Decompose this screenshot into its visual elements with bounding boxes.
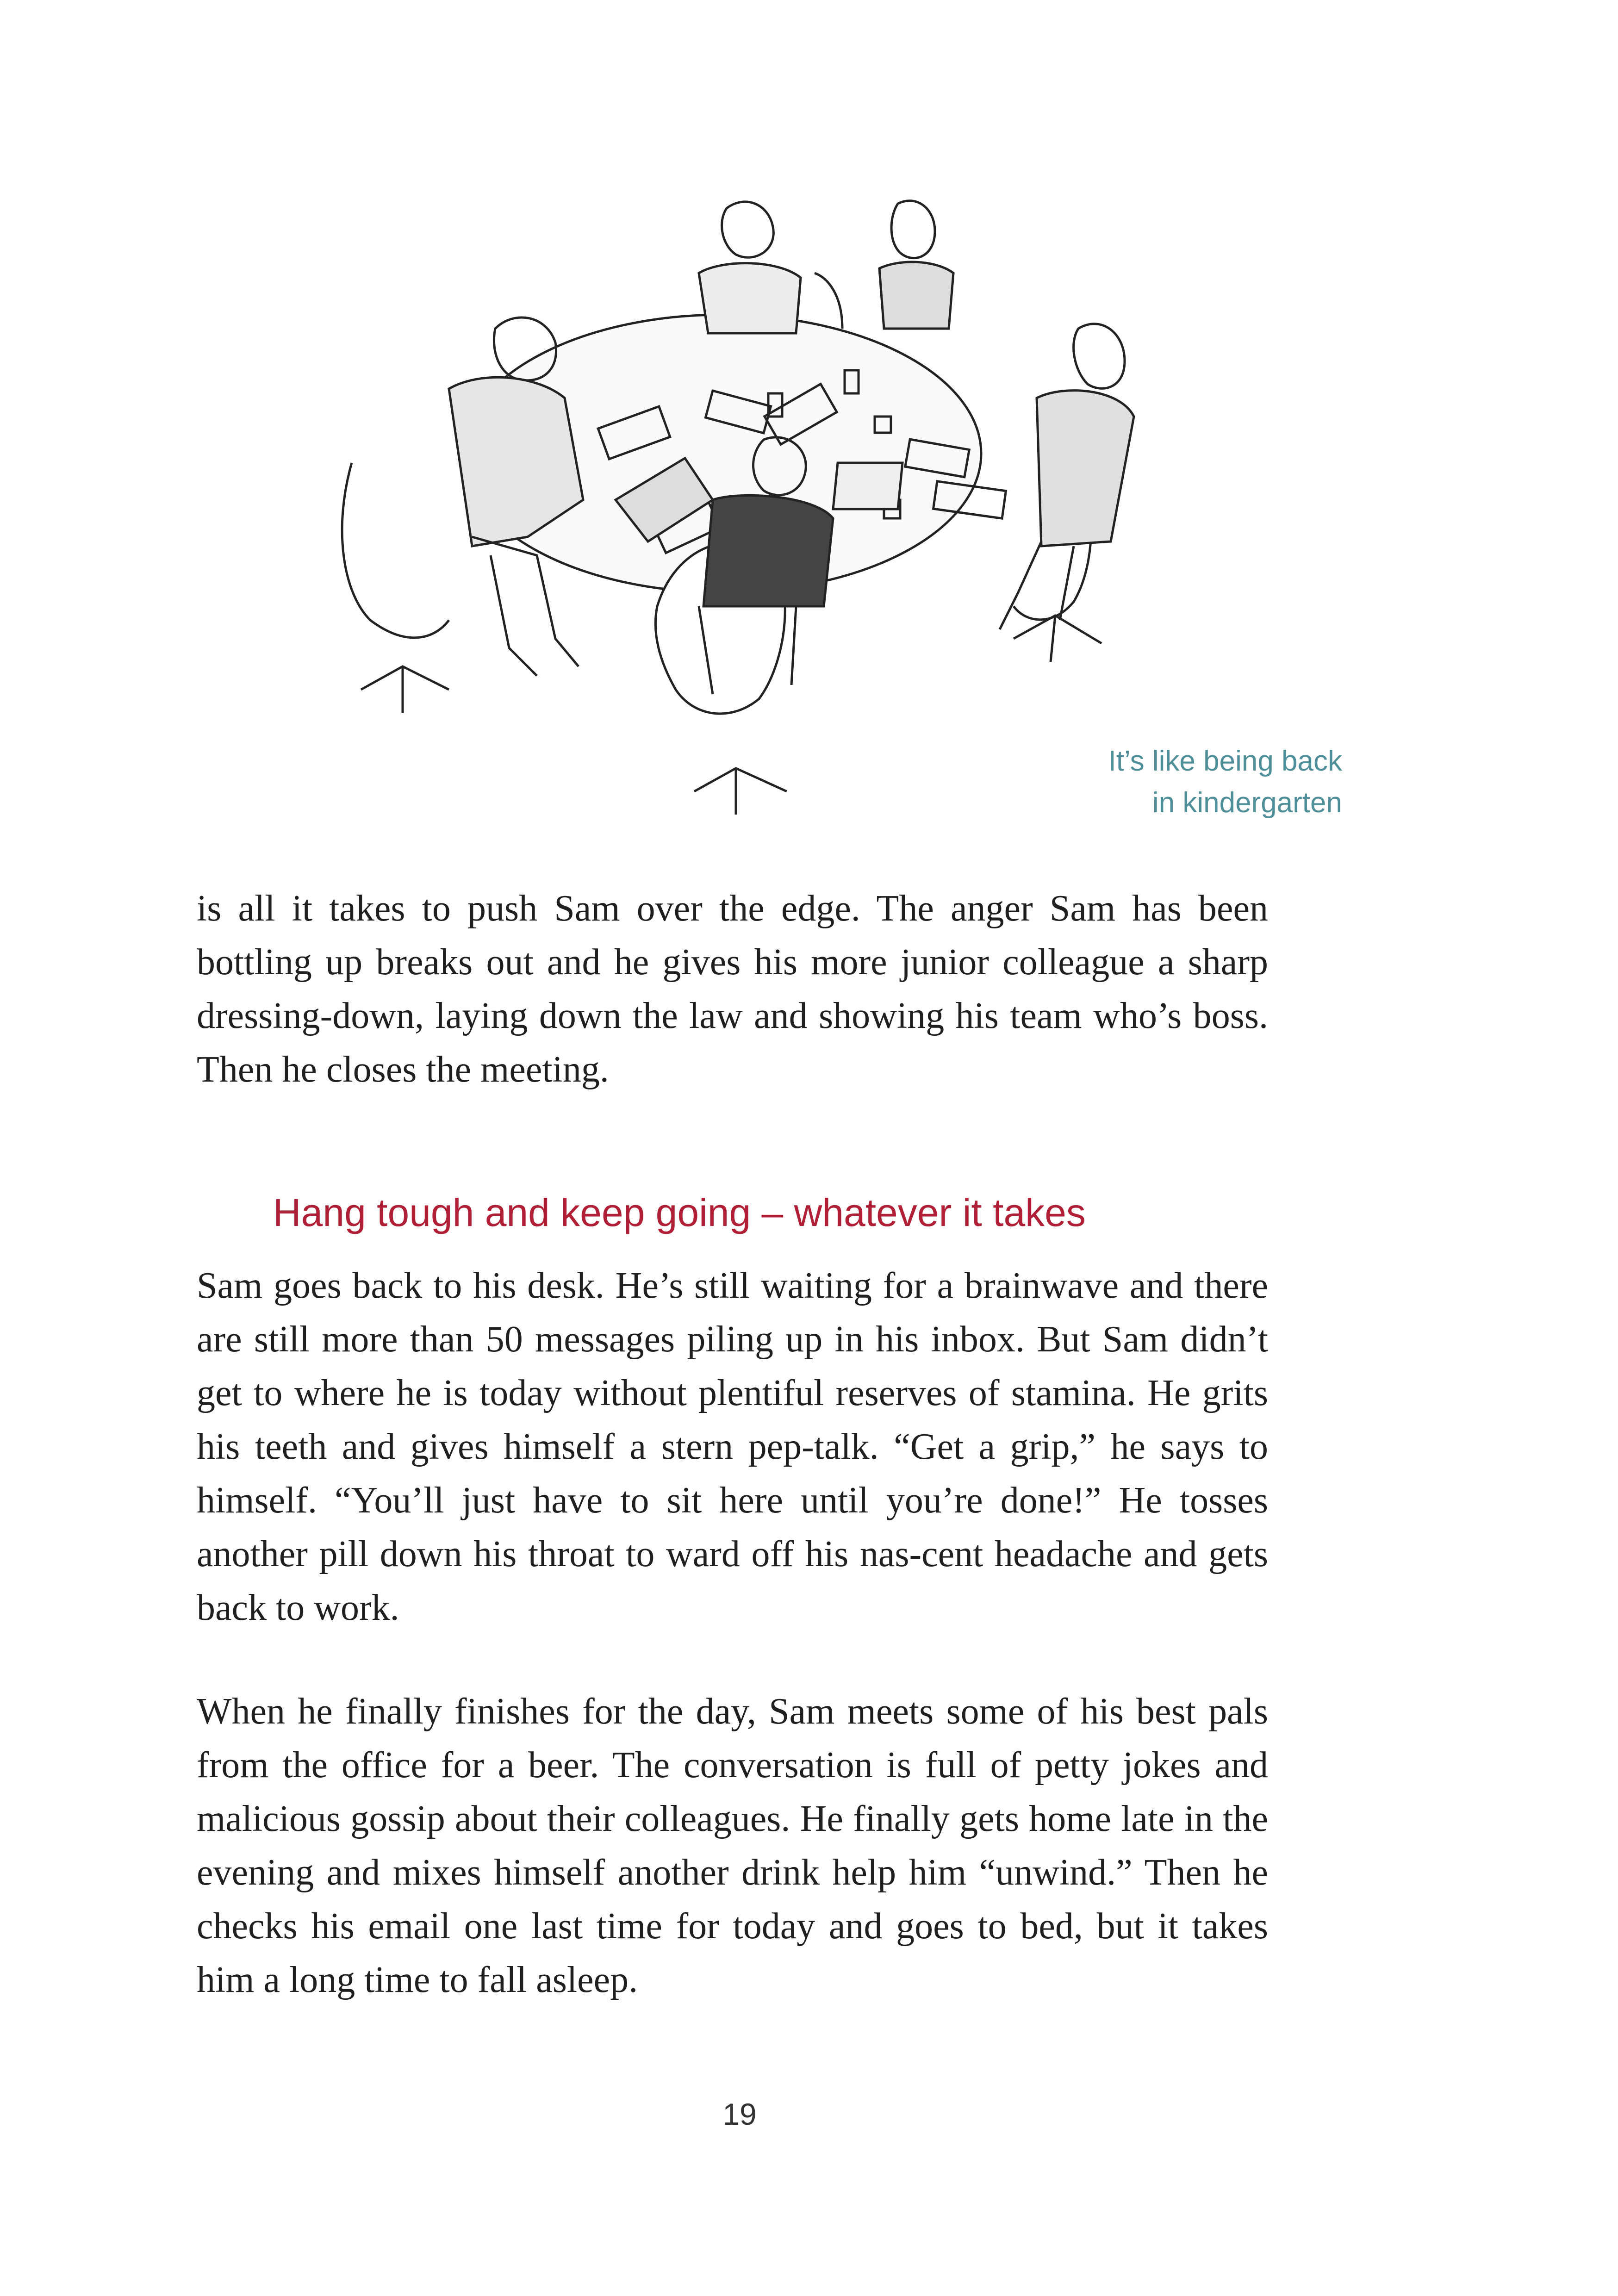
meeting-table-illustration-icon — [296, 176, 1194, 833]
page-number: 19 — [722, 2097, 757, 2131]
meeting-illustration — [296, 176, 1194, 833]
illustration-caption — [949, 740, 1342, 824]
section-heading: Hang tough and keep going – whatever it takes — [273, 1191, 1086, 1234]
paragraph-2: Sam goes back to his desk. He’s still waiting for a brainwave and there are still more than 50 messages piling up in his inbox. But Sam didn’t get to where he is today without plentiful reserves of stamina. He grits his teeth and gives himself a stern pep-talk. “Get a grip,” he says to himself. “You’ll just have to sit here until you’re done!” He tosses another pill down his throat to ward off his nas-cent headache and gets back to work. — [197, 1265, 1268, 1628]
paragraph-3: When he finally finishes for the day, Sam meets some of his best pals from the office for a beer. The conversation is full of petty jokes and malicious gossip about their colleagues. He finally gets home late in the evening and mixes himself another drink help him “unwind.” Then he checks his email one last time for today and goes to bed, but it takes him a long time to fall asleep. — [197, 1691, 1268, 2000]
paragraph-1: is all it takes to push Sam over the edge. The anger Sam has been bottling up breaks out and he gives his more junior colleague a sharp dressing-down, laying down the law and showing his team who’s boss. Then he closes the meeting. — [197, 888, 1268, 1090]
caption-line-1: It’s like being back — [1108, 745, 1342, 777]
caption-line-2: in kindergarten — [1152, 787, 1342, 819]
